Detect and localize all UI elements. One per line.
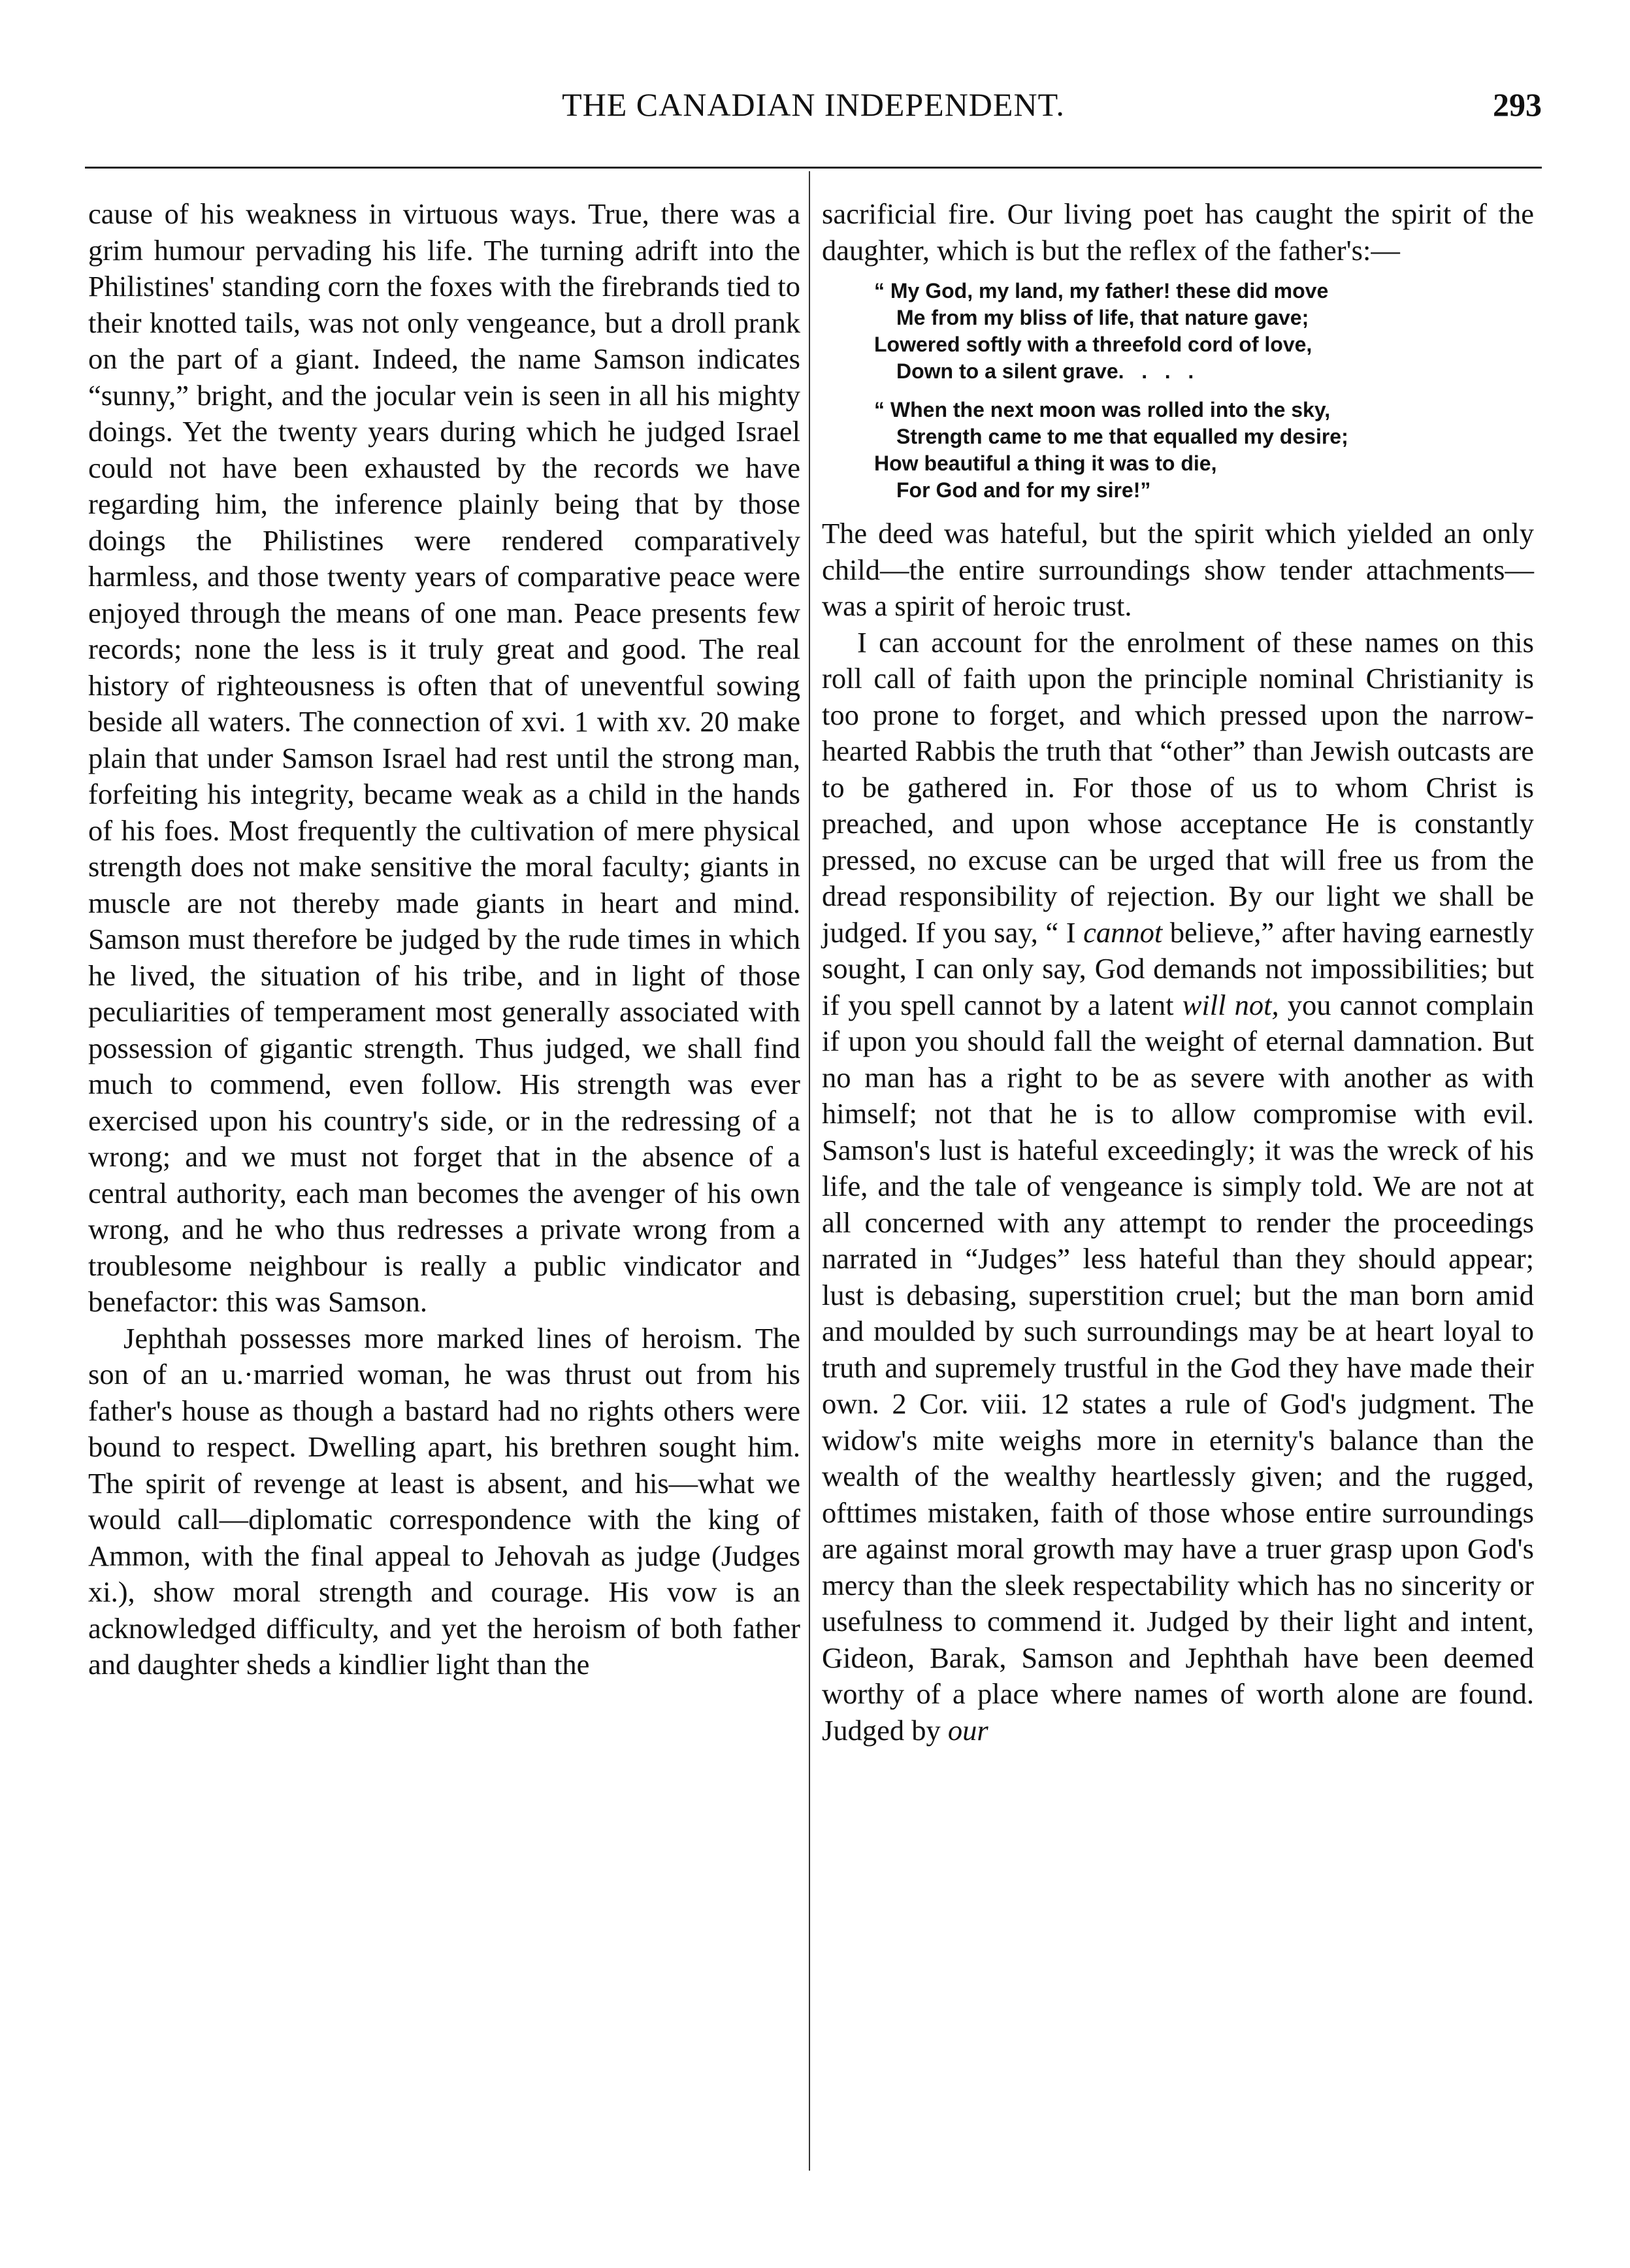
emphasis-cannot: cannot [1083,915,1163,949]
paragraph-deed-hateful: The deed was hateful, but the spirit which yielded an only child—the entire surroundings show tender attachments—was a spirit of heroic trust. [822,517,1534,622]
text-run: you cannot complain if upon you should fall the weight of eternal damnation. But no man has a right to be as severe with another as with himself; not that he is to allow compromise with evil. Samson's lust is hateful exceedingly; it was the wreck of his life, and the tale of vengeance is simply told. We are not at all concerned with any attempt to render the proceedings narrated in “Judges” less hateful than they should appear; lust is debasing, superstition cruel; but the man born amid and moulded by such surroundings may be at heart loyal to truth and supremely trustful in the God they have made their own. 2 Cor. viii. 12 states a rule of God's judgment. The widow's mite weighs more in eternity's balance than the wealth of the wealthy heartlessly given; and the rugged, ofttimes mistaken, faith of those whose entire surroundings are against moral growth may have a truer grasp upon God's mercy than the sleek respectability which has no sincerity or usefulness to commend it. Judged by their light and intent, Gideon, Barak, Samson and Jephthah have been deemed worthy of a place where names of worth alone are found. Judged by [822,988,1535,1747]
paragraph-samson: cause of his weakness in virtuous ways. True, there was a grim humour pervading his life. The turning adrift into the Philistines' standing corn the foxes with the firebrands tied to their knotted tails, was not only vengeance, but a droll prank on the part of a giant. Indeed, the name Samson indicates “sunny,” bright, and the jocular vein is seen in all his mighty doings. Yet the twenty years during which he judged Israel could not have been exhausted by the records we have regarding him, the inference plainly being that by those doings the Philistines were rendered comparatively harmless, and those twenty years of comparative peace were enjoyed through the means of one man. Peace presents few records; none the less is it truly great and good. The real history of righteousness is often that of uneventful sowing beside all waters. The connection of xvi. 1 with xv. 20 make plain that under Samson Israel had rest until the strong man, forfeiting his integrity, became weak as a child in the hands of his foes. Most frequently the cultivation of mere physical strength does not make sensitive the moral faculty; giants in muscle are not thereby made giants in heart and mind. Samson must therefore be judged by the rude times in which he lived, the situation of his tribe, and in light of those peculiarities of temperament most generally associated with possession of gigantic strength. Thus judged, we shall find much to commend, even follow. His strength was ever exercised upon his country's side, or in the redressing of a wrong; and we must not forget that in the absence of a central authority, each man becomes the avenger of his own wrong, and he who thus redresses a private wrong from a troublesome neighbour is really a public vindicator and benefactor: this was Samson. [88,197,800,1318]
column-divider [809,171,810,2171]
paragraph-roll-call [822,625,1534,1749]
header-rule [85,167,1542,169]
page-number: 293 [1493,86,1542,123]
poem-quotation [874,278,1534,504]
text-run: I can account for the enrolment of these names on this roll call of faith upon the principle nominal Christianity is too prone to forget, and which pressed upon the narrow-hearted Rabbis the truth that “other” than Jewish outcasts are to be gathered in. For those of us to whom Christ is preached, and upon whose acceptance He is constantly pressed, no excuse can be urged that will free us from the dread responsibility of rejection. By our light we shall be judged. If you say, “ I [822,625,1534,949]
left-column [88,196,800,1683]
page-header [85,82,1542,134]
poem-line: “ When the next moon was rolled into the sky, [874,398,1331,421]
poem-line: “ My God, my land, my father! these did move [874,279,1329,303]
poem-line: Down to a silent grave. . . . [896,359,1194,383]
journal-title: THE CANADIAN INDEPENDENT. [562,86,1065,123]
poem-stanza [874,397,1534,504]
right-column [822,196,1534,1749]
emphasis-our: our [947,1713,988,1747]
poem-stanza [874,278,1534,385]
poem-line: Me from my bliss of life, that nature gave; [896,306,1309,329]
poem-line: Lowered softly with a threefold cord of love, [874,333,1312,356]
emphasis-will-not: will not, [1182,988,1279,1021]
poem-line: For God and for my sire!” [896,478,1151,502]
text-run: believe,” after having earnestly sought, I can only say, God demands not impossibilities; but if you spell cannot by a latent [822,915,1535,1021]
paragraph-jephthah: Jephthah possesses more marked lines of heroism. The son of an u.·married woman, he was thrust out from his father's house as though a bastard had no rights others were bound to respect. Dwelling apart, his brethren sought him. The spirit of revenge at least is absent, and his—what we would call—diplomatic correspondence with the king of Ammon, with the final appeal to Jehovah as judge (Judges xi.), show moral strength and courage. His vow is an acknowledged difficulty, and yet the heroism of both father and daughter sheds a kindlier light than the [88,1321,800,1681]
poem-line: How beautiful a thing it was to die, [874,452,1217,475]
paragraph-sacrificial-fire: sacrificial fire. Our living poet has caught the spirit of the daughter, which is but the reflex of the father's:— [822,197,1534,267]
poem-line: Strength came to me that equalled my desire; [896,425,1348,448]
